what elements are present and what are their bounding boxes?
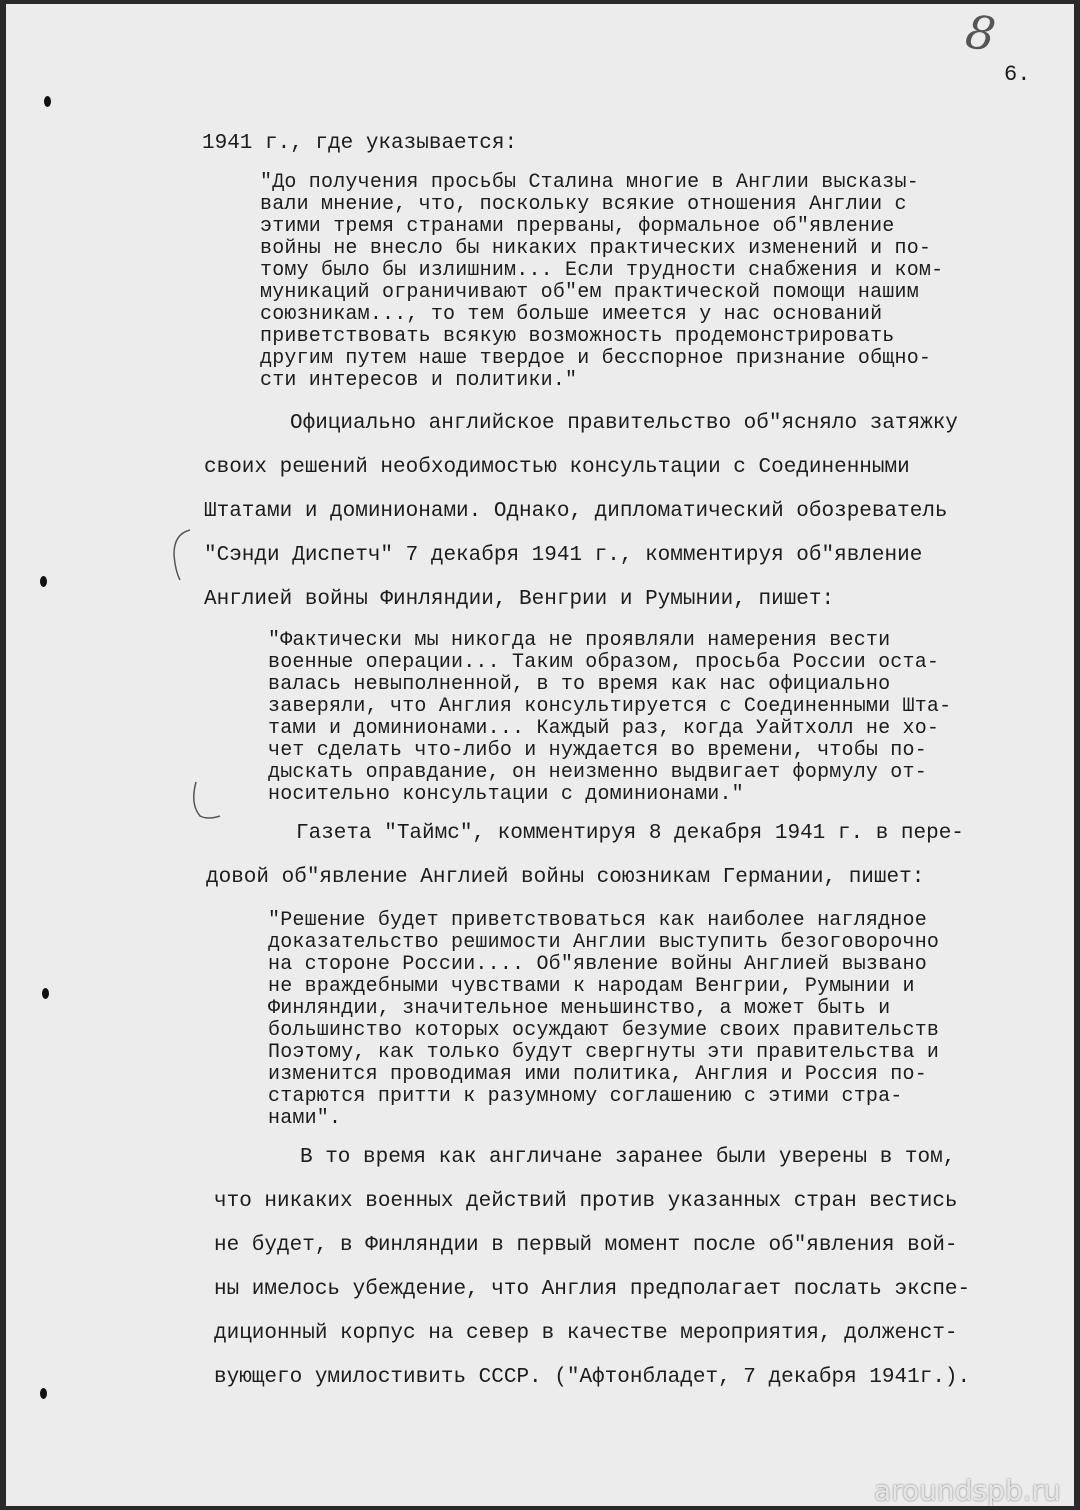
binder-hole bbox=[40, 576, 47, 587]
quote-line: не враждебными чувствами к народам Венгрии, Румынии и bbox=[268, 975, 915, 998]
quote-line: военные операции... Таким образом, просьба России оста- bbox=[268, 651, 940, 674]
watermark: aroundspb.ru bbox=[874, 1474, 1061, 1506]
binder-hole bbox=[44, 96, 51, 107]
quote-line: Финляндии, значительное меньшинство, а может быть и bbox=[268, 997, 891, 1020]
archive-page-number: 8 bbox=[962, 4, 999, 62]
paragraph-line: В то время как англичане заранее были уверены в том, bbox=[300, 1146, 956, 1169]
quote-line: сти интересов и политики." bbox=[260, 369, 578, 392]
paragraph-line: довой об"явление Англией войны союзникам Германии, пишет: bbox=[206, 866, 925, 889]
quote-block-1 bbox=[260, 172, 943, 392]
paragraph-line: своих решений необходимостью консультации с Соединенными bbox=[204, 456, 910, 479]
quote-line: чет сделать что-либо и нуждается во времени, чтобы по- bbox=[268, 739, 927, 762]
binder-hole bbox=[42, 988, 49, 999]
quote-line: заверяли, что Англия консультируется с Соединенными Шта- bbox=[268, 695, 952, 718]
quote-line: "До получения просьбы Сталина многие в Англии высказы- bbox=[260, 171, 919, 194]
quote-line: вали мнение, что, поскольку всякие отношения Англии с bbox=[260, 193, 907, 216]
quote-line: Поэтому, как только будут свергнуты эти правительства и bbox=[268, 1041, 940, 1064]
quote-line: валась невыполненной, в то время как нас официально bbox=[268, 673, 891, 696]
margin-bracket-mark bbox=[166, 524, 196, 584]
quote-line: доказательство решимости Англии выступить безоговорочно bbox=[268, 931, 940, 954]
quote-line: "Решение будет приветствоваться как наиболее наглядное bbox=[268, 909, 927, 932]
quote-line: другим путем наше твердое и бесспорное признание общно- bbox=[260, 347, 932, 370]
quote-line: нами". bbox=[268, 1107, 342, 1130]
quote-line: изменится проводимая ими политика, Англия и Россия по- bbox=[268, 1063, 927, 1086]
quote-line: дыскать оправдание, он неизменно выдвигает формулу от- bbox=[268, 761, 927, 784]
paragraph-line: диционный корпус на север в качестве мероприятия, долженст- bbox=[214, 1322, 958, 1345]
quote-line: муникаций ограничивают об"ем практической помощи нашим bbox=[260, 281, 919, 304]
paragraph-line: "Сэнди Диспетч" 7 декабря 1941 г., комментируя об"явление bbox=[204, 544, 923, 567]
margin-bracket-mark bbox=[186, 776, 226, 826]
quote-line: большинство которых осуждают безумие своих правительств bbox=[268, 1019, 940, 1042]
quote-line: союзникам..., то тем больше имеется у нас оснований bbox=[260, 303, 883, 326]
paragraph-line: Штатами и доминионами. Однако, дипломатический обозреватель bbox=[204, 500, 948, 523]
quote-line: "Фактически мы никогда не проявляли намерения вести bbox=[268, 629, 891, 652]
paragraph-line: ны имелось убеждение, что Англия предполагает послать экспе- bbox=[214, 1278, 971, 1301]
paragraph-line: не будет, в Финляндии в первый момент после об"явления вой- bbox=[214, 1234, 958, 1257]
paragraph-line: Газета "Таймс", комментируя 8 декабря 1941 г. в пере- bbox=[296, 822, 964, 845]
paragraph-line: что никаких военных действий против указанных стран вестись bbox=[214, 1190, 958, 1213]
quote-line: тами и доминионами... Каждый раз, когда Уайтхолл не хо- bbox=[268, 717, 940, 740]
intro-line: 1941 г., где указывается: bbox=[202, 132, 518, 155]
quote-line: носительно консультации с доминионами." bbox=[268, 783, 744, 806]
quote-line: старются притти к разумному соглашению с этими стра- bbox=[268, 1085, 903, 1108]
binder-hole bbox=[40, 1388, 47, 1399]
quote-line: войны не внесло бы никаких практических изменений и по- bbox=[260, 237, 932, 260]
paragraph-line: Англией войны Финляндии, Венгрии и Румынии, пишет: bbox=[204, 588, 835, 611]
quote-line: тому было бы излишним... Если трудности снабжения и ком- bbox=[260, 259, 944, 282]
quote-line: приветствовать всякую возможность продемонстрировать bbox=[260, 325, 895, 348]
quote-block-2 bbox=[268, 630, 951, 806]
page-number: 6. bbox=[1004, 62, 1031, 87]
paragraph-line: Официально английское правительство об"ясняло затяжку bbox=[290, 412, 958, 435]
quote-block-3 bbox=[268, 910, 939, 1130]
paragraph-line: вующего умилостивить СССР. ("Афтонбладет, 7 декабря 1941г.). bbox=[214, 1366, 971, 1389]
quote-line: на стороне России.... Об"явление войны Англией вызвано bbox=[268, 953, 927, 976]
quote-line: этими тремя странами прерваны, формальное об"явление bbox=[260, 215, 895, 238]
document-page bbox=[6, 4, 1074, 1506]
